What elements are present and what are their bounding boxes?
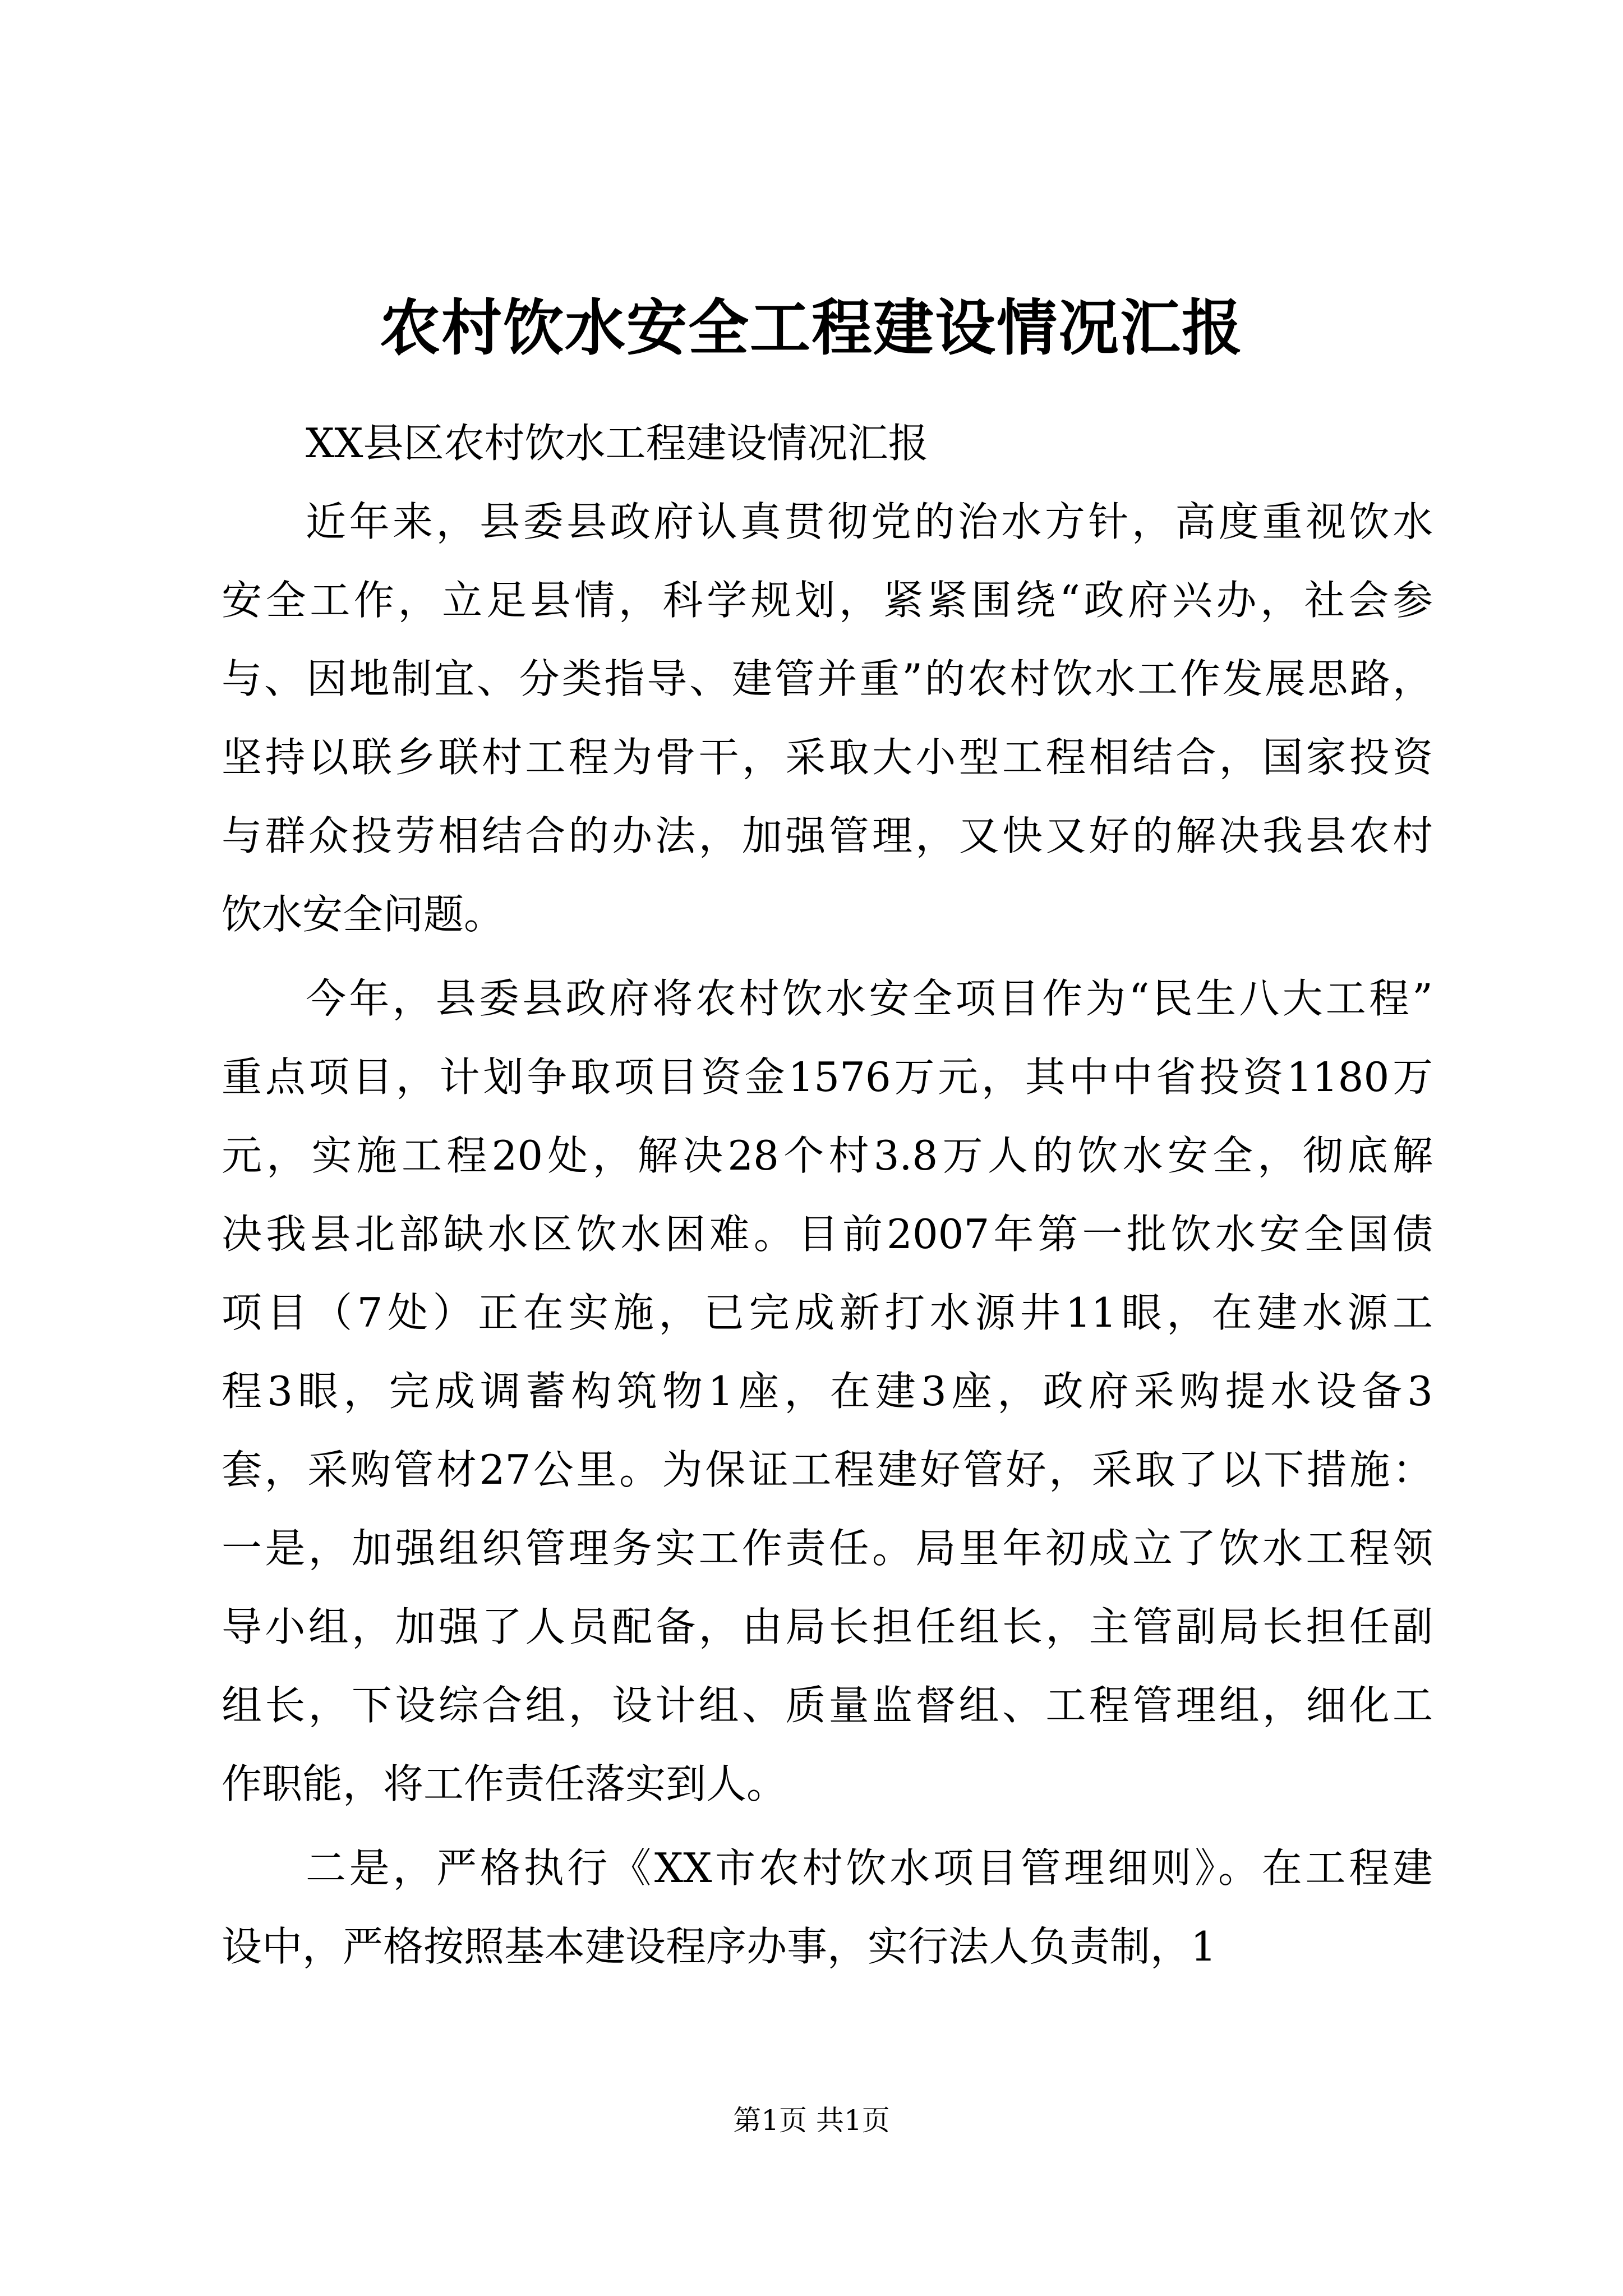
paragraph-1-line-5: 与群众投劳相结合的办法，加强管理，又快又好的解决我县农村 [222, 812, 1433, 859]
paragraph-1-line-3: 与、因地制宜、分类指导、建管并重”的农村饮水工作发展思路， [222, 655, 1433, 702]
paragraph-2-line-7: 套，采购管材27公里。为保证工程建好管好，采取了以下措施： [222, 1446, 1433, 1493]
paragraph-1-line-2: 安全工作，立足县情，科学规划，紧紧围绕“政府兴办，社会参 [222, 577, 1433, 624]
paragraph-2-line-5: 项目（7处）正在实施，已完成新打水源井11眼，在建水源工 [222, 1289, 1433, 1336]
paragraph-2-line-10: 组长，下设综合组，设计组、质量监督组、工程管理组，细化工 [222, 1682, 1433, 1729]
paragraph-3-line-1: 二是，严格执行《XX市农村饮水项目管理细则》。在工程建 [306, 1844, 1433, 1892]
paragraph-2-line-2: 重点项目，计划争取项目资金1576万元，其中中省投资1180万 [222, 1053, 1433, 1101]
page-number: 第1页 共1页 [733, 2104, 890, 2137]
subtitle-line: XX县区农村饮水工程建设情况汇报 [306, 420, 929, 467]
paragraph-2-line-6: 程3眼，完成调蓄构筑物1座，在建3座，政府采购提水设备3 [222, 1368, 1433, 1415]
paragraph-2-line-4: 决我县北部缺水区饮水困难。目前2007年第一批饮水安全国债 [222, 1211, 1433, 1258]
paragraph-1-line-1: 近年来，县委县政府认真贯彻党的治水方针，高度重视饮水 [306, 498, 1433, 545]
document-title: 农村饮水安全工程建设情况汇报 [379, 293, 1243, 364]
paragraph-2-line-8: 一是，加强组织管理务实工作责任。局里年初成立了饮水工程领 [222, 1525, 1433, 1572]
paragraph-1-line-4: 坚持以联乡联村工程为骨干，采取大小型工程相结合，国家投资 [222, 734, 1433, 781]
paragraph-2-line-9: 导小组，加强了人员配备，由局长担任组长，主管副局长担任副 [222, 1603, 1433, 1650]
paragraph-3-line-2: 设中，严格按照基本建设程序办事，实行法人负责制，1 [222, 1923, 1216, 1970]
paragraph-2-line-11: 作职能，将工作责任落实到人。 [222, 1760, 787, 1807]
paragraph-2-line-1: 今年，县委县政府将农村饮水安全项目作为“民生八大工程” [306, 975, 1433, 1022]
paragraph-2-line-3: 元，实施工程20处，解决28个村3.8万人的饮水安全，彻底解 [222, 1132, 1433, 1179]
paragraph-1-line-6: 饮水安全问题。 [222, 891, 505, 938]
